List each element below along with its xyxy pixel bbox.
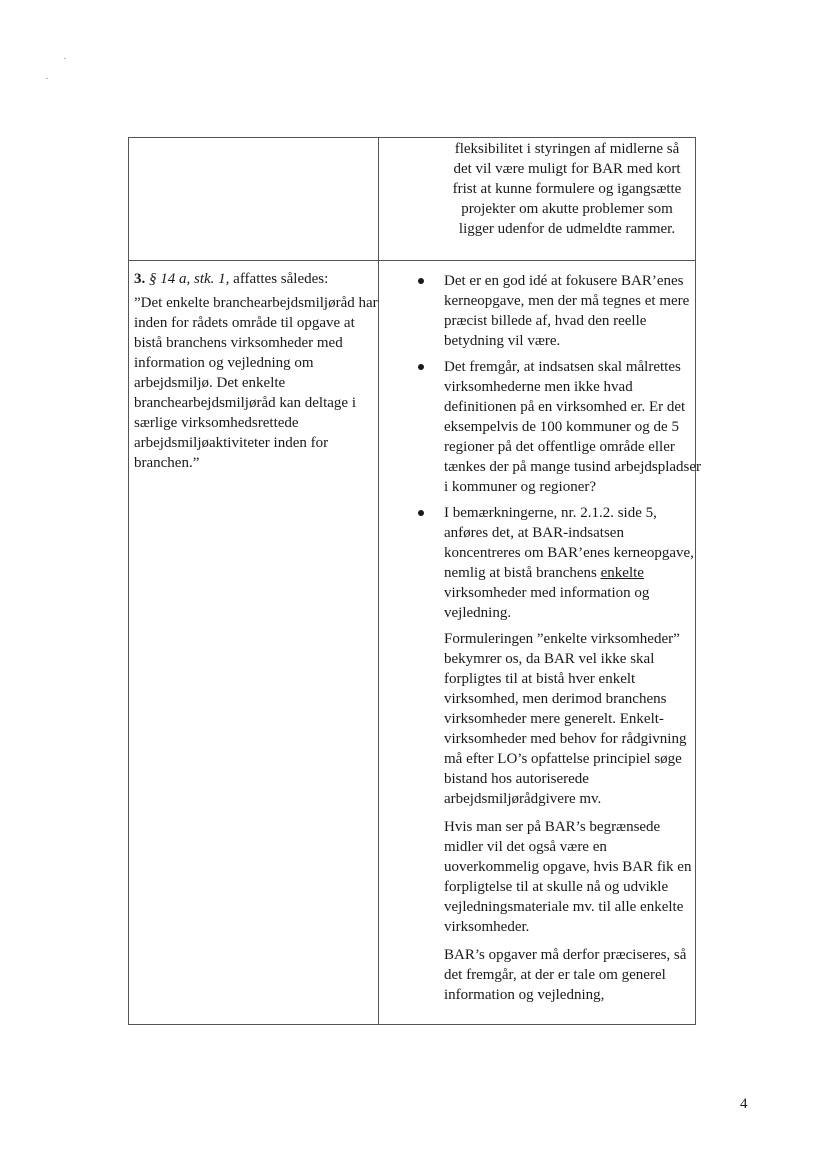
comment-paragraph: BAR’s opgaver må derfor præciseres, så det fremgår, at der er tale om generel information og vejledning, <box>444 947 687 1003</box>
page-number: 4 <box>740 1096 748 1112</box>
scan-speck <box>64 58 66 59</box>
bullet-item <box>412 357 702 497</box>
underlined-word: enkelte <box>600 565 644 581</box>
bullet-item <box>412 503 702 623</box>
bullet-icon <box>418 278 424 284</box>
row2-right-cell <box>412 271 702 1013</box>
bullet-text: virksomheder med information og vejledning. <box>444 585 650 621</box>
row1-line: det vil være muligt for BAR med kort <box>453 161 681 177</box>
bullet-icon <box>418 510 424 516</box>
bullet-text: Det er en god idé at fokusere BAR’enes kerneopgave, men der må tegnes et mere præcist billede af, hvad den reelle betydning vil være. <box>444 273 690 349</box>
row-divider <box>128 260 696 261</box>
row2-left-cell <box>134 269 379 477</box>
bullet-item <box>412 271 702 351</box>
section-heading-text: affattes således: <box>233 271 329 287</box>
quoted-provision: ”Det enkelte branchearbejdsmiljøråd har inden for rådets område til opgave at bistå branchens virksomheder med information og vejledning om arbejdsmiljø. Det enkelte branchearbejdsmiljøråd kan deltage i særlige virksomhedsrettede arbejdsmiljøaktiviteter inden for branchen.” <box>134 295 378 471</box>
table-left-border <box>128 137 129 1025</box>
comment-paragraph: Hvis man ser på BAR’s begrænsede midler vil det også være en uoverkommelig opgave, hvis BAR fik en forpligtelse til at skulle nå og udvikle vejledningsmateriale mv. til alle enkelte virksomheder. <box>444 819 692 935</box>
row1-line: frist at kunne formulere og igangsætte <box>452 181 682 197</box>
comment-table <box>128 137 702 1025</box>
row1-right-cell <box>442 139 692 239</box>
section-number: 3. <box>134 271 146 287</box>
row1-line: projekter om akutte problemer som <box>461 201 673 217</box>
row1-line: ligger udenfor de udmeldte rammer. <box>458 221 676 237</box>
row1-line: fleksibilitet i styringen af midlerne så <box>454 141 680 157</box>
table-top-border <box>128 137 696 138</box>
table-bottom-border <box>128 1024 696 1025</box>
bullet-text: I bemærkningerne, nr. 2.1.2. side 5, anføres det, at BAR-indsatsen koncentreres om BAR’enes kerneopgave, nemlig at bistå branchens <box>444 505 694 581</box>
comment-paragraph: Formuleringen ”enkelte virksomheder” bekymrer os, da BAR vel ikke skal forpligtes til at bistå hver enkelt virksomhed, men derimod branchens virksomheder mere generelt. Enkelt-virksomheder med behov for rådgivning må efter LO’s opfattelse principiel søge bistand hos autoriserede arbejdsmiljørådgivere mv. <box>444 631 687 807</box>
section-heading <box>134 269 379 289</box>
scan-speck <box>46 78 48 79</box>
section-reference: § 14 a, stk. 1, <box>149 271 230 287</box>
bullet-text: Det fremgår, at indsatsen skal målrettes virksomhederne men ikke hvad definitionen på en virksomhed er. Er det eksempelvis de 100 kommuner og de 5 regioner på det offentlige område eller tænkes der på mange tusind arbejdspladser i kommuner og regioner? <box>444 359 702 495</box>
bullet-icon <box>418 364 424 370</box>
